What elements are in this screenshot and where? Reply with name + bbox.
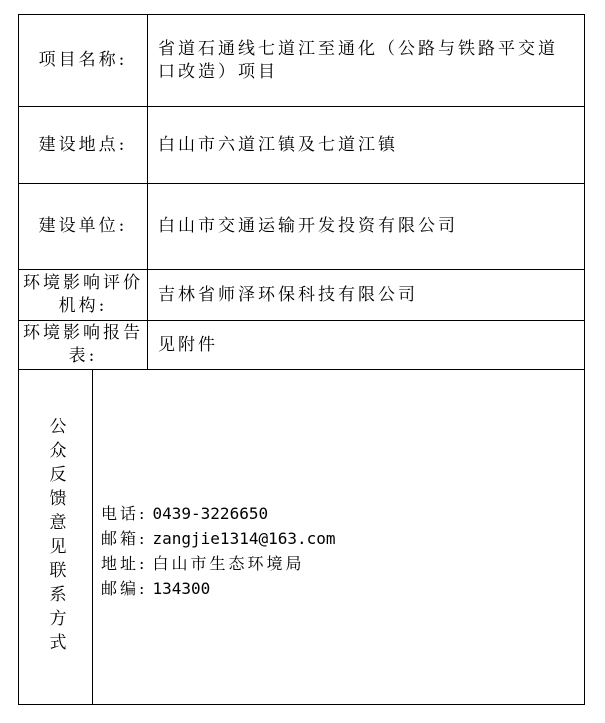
project-name-value: 省道石通线七道江至通化（公路与铁路平交道口改造）项目 <box>147 14 585 107</box>
eia-agency-label: 环境影响评价机构: <box>18 269 148 321</box>
address-label: 地址: <box>101 554 148 573</box>
address-value: 白山市生态环境局 <box>152 554 305 573</box>
postcode-value: 134300 <box>152 579 211 598</box>
eia-report-value: 见附件 <box>147 320 585 370</box>
eia-report-label: 环境影响报告表: <box>18 320 148 370</box>
postcode-line <box>101 576 336 601</box>
builder-value: 白山市交通运输开发投资有限公司 <box>147 183 585 270</box>
email-line <box>101 526 336 551</box>
email-value: zangjie1314@163.com <box>152 529 336 548</box>
phone-value: 0439-3226650 <box>152 504 269 523</box>
postcode-label: 邮编: <box>101 579 148 598</box>
address-line <box>101 551 336 576</box>
feedback-contact <box>92 369 585 705</box>
project-name-label: 项目名称: <box>18 14 148 107</box>
contact-lines <box>101 501 336 601</box>
phone-line <box>101 501 336 526</box>
email-label: 邮箱: <box>101 529 148 548</box>
feedback-label-text: 公众反馈意见联系方式 <box>45 417 66 657</box>
feedback-label <box>18 369 93 705</box>
phone-label: 电话: <box>101 504 148 523</box>
location-value: 白山市六道江镇及七道江镇 <box>147 106 585 184</box>
eia-agency-value: 吉林省师泽环保科技有限公司 <box>147 269 585 321</box>
location-label: 建设地点: <box>18 106 148 184</box>
builder-label: 建设单位: <box>18 183 148 270</box>
